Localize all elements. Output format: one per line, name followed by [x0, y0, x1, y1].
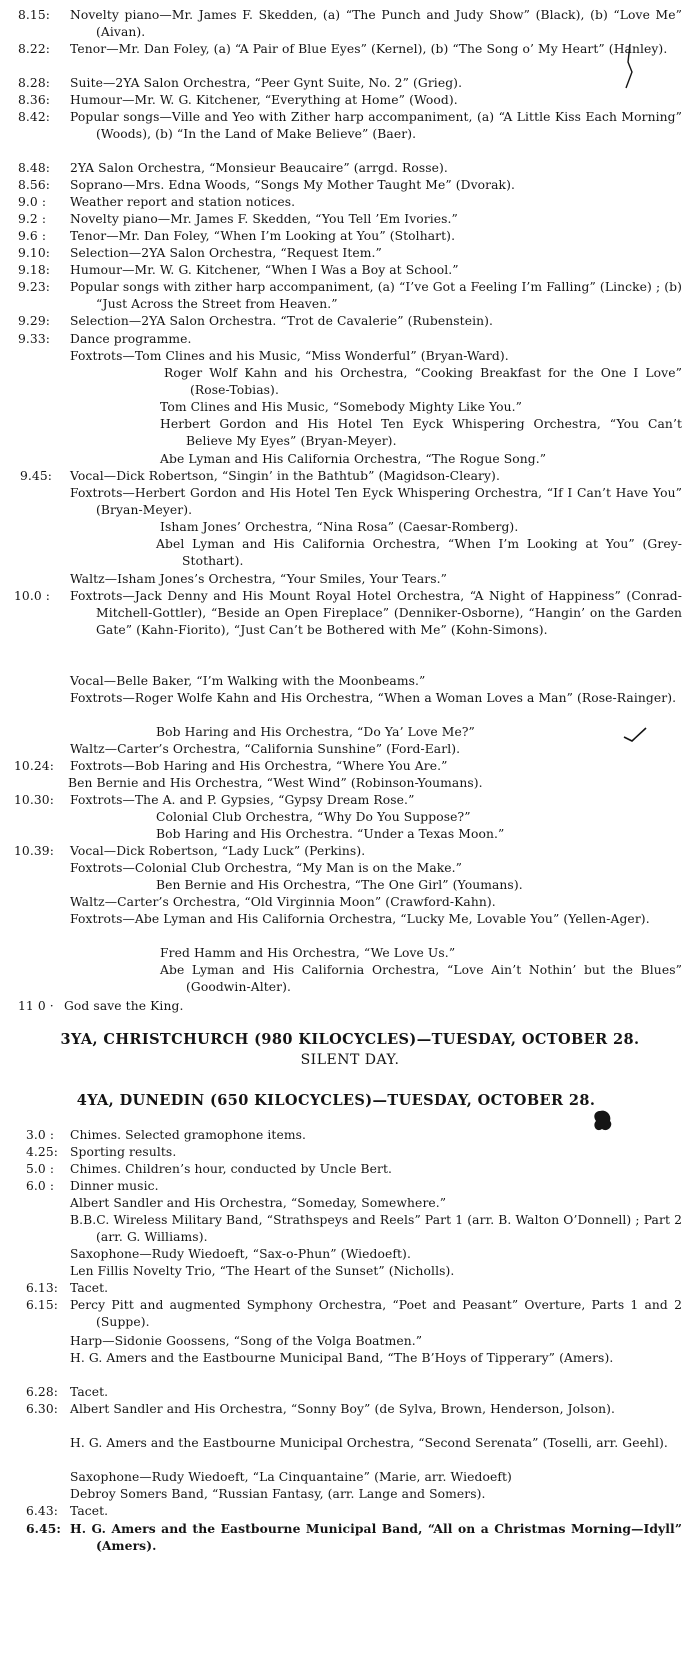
entry-time: 9.29: [18, 314, 51, 328]
programme-entry [160, 451, 682, 468]
entry-text: Selection—2YA Salon Orchestra, “Request Item.” [70, 246, 382, 260]
programme-entry [70, 1195, 682, 1212]
programme-entry [18, 228, 682, 245]
station-heading-3ya: 3YA, CHRISTCHURCH (980 KILOCYCLES)—TUESDAY, OCTOBER 28. [60, 1031, 640, 1048]
programme-entry [18, 313, 682, 330]
entry-time: 6.13: [26, 1281, 59, 1295]
programme-entry [156, 826, 682, 843]
programme-entry [70, 690, 682, 707]
entry-text: Waltz—Carter’s Orchestra, “California Sunshine” (Ford-Earl). [70, 742, 461, 756]
entry-time: 11 0 · [18, 999, 54, 1013]
entry-text: Colonial Club Orchestra, “Why Do You Suppose?” [156, 810, 471, 824]
programme-entry [26, 1401, 682, 1418]
entry-text: Roger Wolf Kahn and his Orchestra, “Cooking Breakfast for the One I Love” (Rose-Tobias). [164, 366, 682, 397]
entry-text: H. G. Amers and the Eastbourne Municipal Orchestra, “Second Serenata” (Toselli, arr. Geehl). [70, 1436, 668, 1450]
programme-entry [18, 245, 682, 262]
entry-text: Abe Lyman and His California Orchestra, “The Rogue Song.” [160, 452, 547, 466]
entry-text: Foxtrots—Jack Denny and His Mount Royal Hotel Orchestra, “A Night of Happiness” (Conrad-Mitchell-Gottler), “Beside an Open Fireplace” (Denniker-Osborne), “Hangin’ on the Garden Gate” (Kahn-Fiorito), “Just Can’t be Bothered with Me” (Kohn-Simons). [70, 589, 682, 637]
entry-text: Dance programme. [70, 332, 192, 346]
programme-entry [18, 41, 682, 58]
programme-entry [18, 75, 682, 92]
tick-mark-icon [622, 725, 648, 747]
entry-text: Weather report and station notices. [70, 195, 296, 209]
programme-entry [70, 1486, 682, 1503]
programme-entry [160, 399, 682, 416]
entry-text: Foxtrots—Roger Wolfe Kahn and His Orchestra, “When a Woman Loves a Man” (Rose-Rainger). [70, 691, 677, 705]
entry-text: Bob Haring and His Orchestra, “Do Ya’ Love Me?” [156, 725, 475, 739]
entry-text: Harp—Sidonie Goossens, “Song of the Volga Boatmen.” [70, 1334, 423, 1348]
programme-entry [18, 279, 682, 313]
programme-entry [18, 194, 682, 211]
entry-text: Foxtrots—The A. and P. Gypsies, “Gypsy Dream Rose.” [70, 793, 415, 807]
programme-entry [26, 1297, 682, 1331]
programme-entry [18, 331, 682, 348]
entry-time: 9.0 : [18, 195, 47, 209]
entry-text: Humour—Mr. W. G. Kitchener, “Everything at Home” (Wood). [70, 93, 458, 107]
entry-time: 10.30: [14, 793, 54, 807]
entry-text: Bob Haring and His Orchestra. “Under a Texas Moon.” [156, 827, 505, 841]
entry-text: God save the King. [64, 999, 184, 1013]
entry-text: Abel Lyman and His California Orchestra, “When I’m Looking at You” (Grey-Stothart). [156, 537, 682, 568]
programme-entry [156, 536, 682, 570]
entry-text: Vocal—Dick Robertson, “Lady Luck” (Perkins). [70, 844, 366, 858]
programme-entry [70, 1435, 682, 1452]
entry-text: Foxtrots—Abe Lyman and His California Orchestra, “Lucky Me, Lovable You” (Yellen-Ager). [70, 912, 650, 926]
entry-text: Vocal—Belle Baker, “I’m Walking with the Moonbeams.” [70, 674, 426, 688]
entry-text: Herbert Gordon and His Hotel Ten Eyck Whispering Orchestra, “You Can’t Believe My Eyes” (Bryan-Meyer). [160, 417, 682, 448]
entry-text: Foxtrots—Bob Haring and His Orchestra, “Where You Are.” [70, 759, 448, 773]
entry-text: Tom Clines and His Music, “Somebody Mighty Like You.” [160, 400, 523, 414]
programme-entry [70, 1263, 682, 1280]
programme-entry [156, 809, 682, 826]
entry-time: 9.45: [20, 469, 53, 483]
entry-time: 9.10: [18, 246, 51, 260]
programme-entry [14, 588, 682, 639]
entry-text: H. G. Amers and the Eastbourne Municipal Band, “All on a Christmas Morning—Idyll” (Amers). [70, 1521, 682, 1553]
entry-text: Len Fillis Novelty Trio, “The Heart of the Sunset” (Nicholls). [70, 1264, 455, 1278]
entry-text: Percy Pitt and augmented Symphony Orchestra, “Poet and Peasant” Overture, Parts 1 and 2 (Suppe). [70, 1298, 682, 1329]
programme-entry [26, 1520, 682, 1554]
programme-entry [18, 262, 682, 279]
programme-entry [18, 177, 682, 194]
programme-entry [18, 211, 682, 228]
programme-entry [70, 571, 682, 588]
programme-entry [70, 911, 682, 928]
entry-text: Novelty piano—Mr. James F. Skedden, (a) “The Punch and Judy Show” (Black), (b) “Love Me” (Aivan). [70, 8, 682, 39]
programme-entry [14, 758, 682, 775]
entry-time: 6.43: [26, 1504, 59, 1518]
entry-time: 4.25: [26, 1145, 59, 1159]
entry-text: Albert Sandler and His Orchestra, “Someday, Somewhere.” [70, 1196, 447, 1210]
entry-text: Tenor—Mr. Dan Foley, “When I’m Looking at You” (Stolhart). [70, 229, 456, 243]
programme-entry [18, 160, 682, 177]
entry-text: Fred Hamm and His Orchestra, “We Love Us.” [160, 946, 456, 960]
programme-entry [70, 485, 682, 519]
ink-blot-icon [590, 1107, 616, 1135]
entry-text: Suite—2YA Salon Orchestra, “Peer Gynt Suite, No. 2” (Grieg). [70, 76, 463, 90]
programme-entry [26, 1161, 682, 1178]
entry-text: Debroy Somers Band, “Russian Fantasy, (arr. Lange and Somers). [70, 1487, 486, 1501]
entry-text: Ben Bernie and His Orchestra, “The One Girl” (Youmans). [156, 878, 523, 892]
entry-text: Novelty piano—Mr. James F. Skedden, “You Tell ’Em Ivories.” [70, 212, 458, 226]
entry-text: Dinner music. [70, 1179, 159, 1193]
entry-time: 5.0 : [26, 1162, 55, 1176]
entry-text: H. G. Amers and the Eastbourne Municipal Band, “The B’Hoys of Tipperary” (Amers). [70, 1351, 614, 1365]
entry-time: 9.2 : [18, 212, 47, 226]
entry-time: 10.24: [14, 759, 54, 773]
entry-text: Chimes. Children’s hour, conducted by Uncle Bert. [70, 1162, 393, 1176]
entry-time: 3.0 : [26, 1128, 55, 1142]
entry-time: 8.15: [18, 8, 51, 22]
entry-text: Popular songs—Ville and Yeo with Zither harp accompaniment, (a) “A Little Kiss Each Morning” (Woods), (b) “In the Land of Make Believe” (Baer). [70, 110, 682, 141]
entry-text: Tenor—Mr. Dan Foley, (a) “A Pair of Blue Eyes” (Kernel), (b) “The Song o’ My Heart” (Hanley). [70, 42, 668, 56]
entry-text: Chimes. Selected gramophone items. [70, 1128, 307, 1142]
entry-time: 9.18: [18, 263, 51, 277]
entry-time: 8.28: [18, 76, 51, 90]
programme-entry [70, 673, 682, 690]
programme-entry [18, 998, 682, 1015]
entry-time: 10.39: [14, 844, 54, 858]
programme-entry [160, 945, 682, 962]
programme-entry [26, 1280, 682, 1297]
programme-entry [26, 1384, 682, 1401]
entry-text: Saxophone—Rudy Wiedoeft, “La Cinquantaine” (Marie, arr. Wiedoeft) [70, 1470, 512, 1484]
entry-time: 6.15: [26, 1298, 59, 1312]
entry-text: Waltz—Carter’s Orchestra, “Old Virginnia Moon” (Crawford-Kahn). [70, 895, 496, 909]
programme-entry [18, 92, 682, 109]
programme-entry [160, 416, 682, 450]
station-heading-4ya: 4YA, DUNEDIN (650 KILOCYCLES)—TUESDAY, OCTOBER 28. [76, 1092, 596, 1109]
entry-time: 8.22: [18, 42, 51, 56]
entry-text: Abe Lyman and His California Orchestra, “Love Ain’t Nothin’ but the Blues” (Goodwin-Alter). [160, 963, 682, 994]
entry-text: Popular songs with zither harp accompaniment, (a) “I’ve Got a Feeling I’m Falling” (Lincke) ; (b) “Just Across the Street from Heaven.” [70, 280, 682, 311]
entry-text: Ben Bernie and His Orchestra, “West Wind” (Robinson-Youmans). [68, 776, 483, 790]
entry-text: Foxtrots—Herbert Gordon and His Hotel Ten Eyck Whispering Orchestra, “If I Can’t Have You” (Bryan-Meyer). [70, 486, 682, 517]
entry-text: Soprano—Mrs. Edna Woods, “Songs My Mother Taught Me” (Dvorak). [70, 178, 516, 192]
programme-entry [160, 519, 682, 536]
programme-entry [156, 877, 682, 894]
entry-time: 8.48: [18, 161, 51, 175]
entry-text: Foxtrots—Tom Clines and his Music, “Miss Wonderful” (Bryan-Ward). [70, 349, 509, 363]
entry-time: 9.23: [18, 280, 51, 294]
programme-entry [70, 1212, 682, 1246]
entry-text: Waltz—Isham Jones’s Orchestra, “Your Smiles, Your Tears.” [70, 572, 448, 586]
programme-entry [160, 962, 682, 996]
programme-entry [14, 792, 682, 809]
entry-text: Saxophone—Rudy Wiedoeft, “Sax-o-Phun” (Wiedoeft). [70, 1247, 411, 1261]
programme-entry [70, 348, 682, 365]
entry-time: 6.28: [26, 1385, 59, 1399]
programme-entry [70, 1246, 682, 1263]
programme-entry [26, 1144, 682, 1161]
entry-text: Tacet. [70, 1281, 109, 1295]
programme-entry [70, 741, 682, 758]
entry-text: 2YA Salon Orchestra, “Monsieur Beaucaire” (arrgd. Rosse). [70, 161, 448, 175]
entry-text: Tacet. [70, 1385, 109, 1399]
programme-entry [18, 109, 682, 143]
programme-entry [70, 894, 682, 911]
entry-time: 9.6 : [18, 229, 47, 243]
programme-entry [164, 365, 682, 399]
entry-text: Vocal—Dick Robertson, “Singin’ in the Bathtub” (Magidson-Cleary). [70, 469, 500, 483]
programme-entry [70, 1350, 682, 1367]
entry-time: 10.0 : [14, 589, 51, 603]
programme-entry [70, 1469, 682, 1486]
pen-mark-icon [618, 42, 638, 90]
entry-text: Foxtrots—Colonial Club Orchestra, “My Man is on the Make.” [70, 861, 463, 875]
entry-time: 6.45: [26, 1521, 61, 1536]
entry-time: 6.0 : [26, 1179, 55, 1193]
programme-entry [70, 860, 682, 877]
programme-entry [20, 468, 682, 485]
programme-entry [26, 1178, 682, 1195]
entry-text: Albert Sandler and His Orchestra, “Sonny Boy” (de Sylva, Brown, Henderson, Jolson). [70, 1402, 615, 1416]
programme-entry [18, 7, 682, 41]
entry-time: 8.42: [18, 110, 51, 124]
entry-time: 6.30: [26, 1402, 59, 1416]
programme-entry [70, 1333, 682, 1350]
entry-text: Tacet. [70, 1504, 109, 1518]
entry-text: Selection—2YA Salon Orchestra. “Trot de Cavalerie” (Rubenstein). [70, 314, 494, 328]
programme-entry [26, 1503, 682, 1520]
entry-time: 9.33: [18, 332, 51, 346]
entry-text: Sporting results. [70, 1145, 177, 1159]
entry-time: 8.56: [18, 178, 51, 192]
programme-entry [14, 843, 682, 860]
entry-time: 8.36: [18, 93, 51, 107]
entry-text: Humour—Mr. W. G. Kitchener, “When I Was a Boy at School.” [70, 263, 459, 277]
programme-entry [68, 775, 682, 792]
entry-text: Isham Jones’ Orchestra, “Nina Rosa” (Caesar-Romberg). [160, 520, 519, 534]
silent-day-notice: SILENT DAY. [300, 1052, 400, 1068]
entry-text: B.B.C. Wireless Military Band, “Strathspeys and Reels” Part 1 (arr. B. Walton O’Donnell) ; Part 2 (arr. G. Williams). [70, 1213, 682, 1244]
programme-entry [156, 724, 682, 741]
